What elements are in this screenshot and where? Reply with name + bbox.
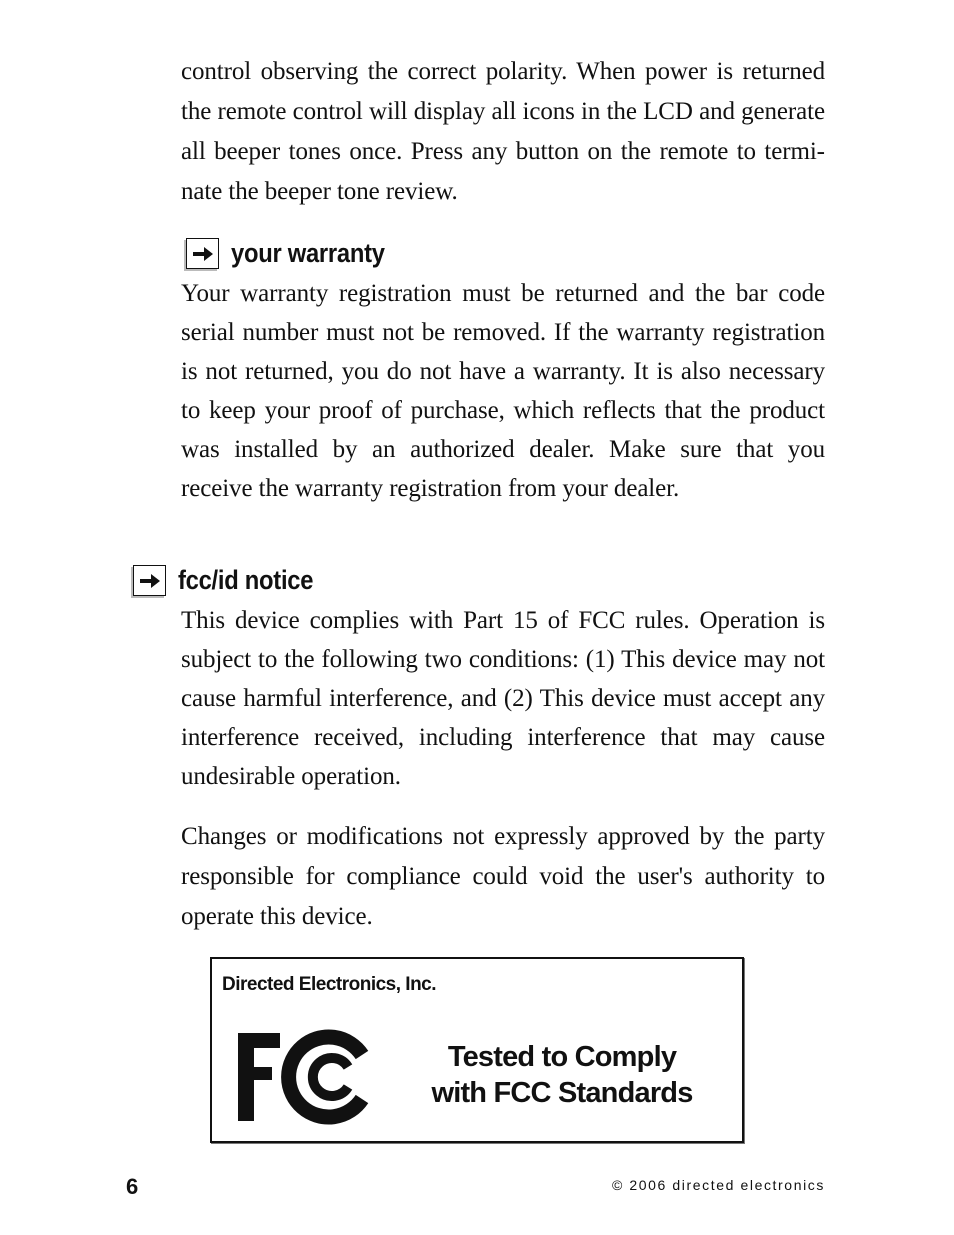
arrow-right-icon	[186, 238, 219, 269]
arrow-right-icon	[133, 565, 166, 596]
heading-your-warranty	[186, 238, 406, 269]
logo-tagline	[412, 1039, 712, 1111]
paragraph-warranty: Your warranty registration must be returned and the bar code serial number must not be removed. If the warranty registration is not returned, you do not have a warranty. It is also necessary to keep your proof of purchase, which reflects that the product was installed by an authorized dealer. Make sure that you receive the warranty registration from your dealer.	[181, 280, 825, 502]
paragraph-power-return: control observing the correct polarity. When power is returned the remote control will display all icons in the LCD and generate all beeper tones once. Press any button on the remote to terminate the beeper tone review.	[181, 58, 825, 205]
logo-tagline-line1: Tested to Comply	[447, 1041, 677, 1073]
logo-tagline-line2: with FCC Standards	[431, 1077, 693, 1109]
fcc-mark-icon	[234, 1029, 374, 1125]
paragraph-fcc-modifications: Changes or modifications not expressly approved by the party responsible for compliance could void the user's authority to operate this device.	[181, 823, 825, 930]
section-title: fcc/id notice	[178, 565, 314, 595]
heading-fcc-id-notice	[133, 565, 332, 596]
copyright-notice: © 2006 directed electronics	[611, 1177, 825, 1193]
paragraph-fcc-compliance: This device complies with Part 15 of FCC rules. Operation is subject to the following two conditions: (1) This device may not cause harmful interference, and (2) This device must accept any interference received, including interference that may cause undesirable operation.	[181, 607, 825, 790]
page-number: 6	[126, 1174, 139, 1199]
fcc-compliance-logo	[210, 957, 744, 1143]
logo-company-name: Directed Electronics, Inc.	[222, 974, 437, 995]
section-title: your warranty	[231, 238, 385, 268]
